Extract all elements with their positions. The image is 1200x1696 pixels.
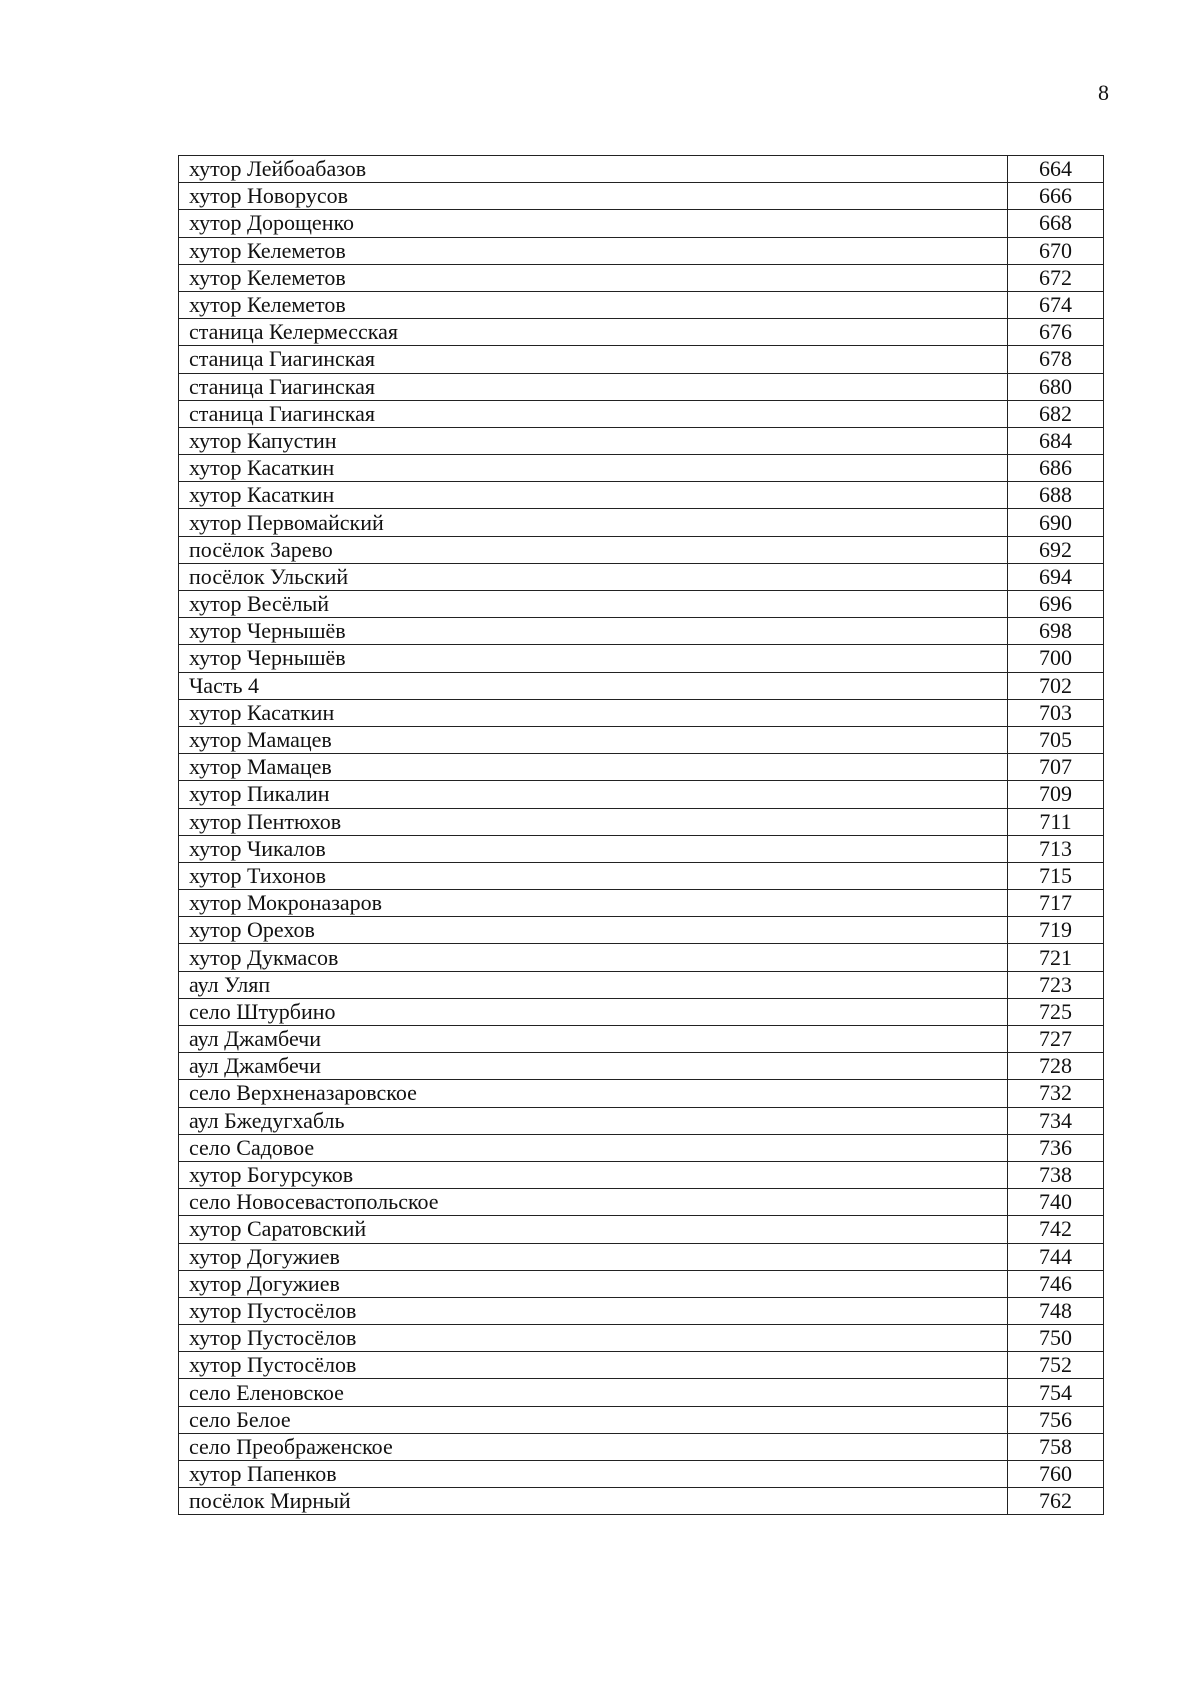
- table-row: [179, 183, 1104, 210]
- page-number-cell: 682: [1008, 400, 1104, 427]
- settlement-name-cell: посёлок Ульский: [179, 563, 1008, 590]
- table-row: [179, 917, 1104, 944]
- table-row: [179, 1107, 1104, 1134]
- settlement-name-cell: хутор Келеметов: [179, 291, 1008, 318]
- page-number-cell: 717: [1008, 890, 1104, 917]
- page-number-cell: 740: [1008, 1189, 1104, 1216]
- table-row: [179, 726, 1104, 753]
- settlement-name-cell: хутор Касаткин: [179, 482, 1008, 509]
- settlement-name-cell: хутор Весёлый: [179, 591, 1008, 618]
- page-number-cell: 707: [1008, 754, 1104, 781]
- table-row: [179, 672, 1104, 699]
- settlement-name-cell: хутор Мокроназаров: [179, 890, 1008, 917]
- table-row: [179, 1325, 1104, 1352]
- settlement-name-cell: хутор Пикалин: [179, 781, 1008, 808]
- table-row: [179, 645, 1104, 672]
- page-number-cell: 725: [1008, 998, 1104, 1025]
- settlement-name-cell: хутор Пустосёлов: [179, 1297, 1008, 1324]
- settlement-name-cell: хутор Догужиев: [179, 1243, 1008, 1270]
- table-row: [179, 862, 1104, 889]
- table-row: [179, 1297, 1104, 1324]
- page-number-cell: 664: [1008, 156, 1104, 183]
- page-number-cell: 705: [1008, 726, 1104, 753]
- settlement-name-cell: хутор Лейбоабазов: [179, 156, 1008, 183]
- table-row: [179, 400, 1104, 427]
- settlement-name-cell: станица Келермесская: [179, 319, 1008, 346]
- table-row: [179, 1379, 1104, 1406]
- settlement-name-cell: село Штурбино: [179, 998, 1008, 1025]
- page-number-cell: 723: [1008, 971, 1104, 998]
- table-row: [179, 1080, 1104, 1107]
- table-row: [179, 808, 1104, 835]
- table-row: [179, 781, 1104, 808]
- settlement-index-table: [178, 155, 1104, 1515]
- table-row: [179, 835, 1104, 862]
- settlement-name-cell: село Верхненазаровское: [179, 1080, 1008, 1107]
- settlement-name-cell: аул Джамбечи: [179, 1026, 1008, 1053]
- settlement-name-cell: Часть 4: [179, 672, 1008, 699]
- table-row: [179, 1026, 1104, 1053]
- page-number-cell: 760: [1008, 1461, 1104, 1488]
- page-number-cell: 703: [1008, 699, 1104, 726]
- table-row: [179, 156, 1104, 183]
- table-row: [179, 754, 1104, 781]
- settlement-name-cell: хутор Пустосёлов: [179, 1352, 1008, 1379]
- settlement-name-cell: хутор Орехов: [179, 917, 1008, 944]
- settlement-name-cell: село Еленовское: [179, 1379, 1008, 1406]
- table-row: [179, 509, 1104, 536]
- page-number-cell: 752: [1008, 1352, 1104, 1379]
- table-row: [179, 1161, 1104, 1188]
- table-row: [179, 1433, 1104, 1460]
- page-number-cell: 744: [1008, 1243, 1104, 1270]
- table-row: [179, 971, 1104, 998]
- page-number-cell: 694: [1008, 563, 1104, 590]
- page-number-cell: 696: [1008, 591, 1104, 618]
- settlement-name-cell: хутор Капустин: [179, 427, 1008, 454]
- settlement-name-cell: хутор Келеметов: [179, 237, 1008, 264]
- settlement-name-cell: хутор Богурсуков: [179, 1161, 1008, 1188]
- page-number-cell: 750: [1008, 1325, 1104, 1352]
- page-number-cell: 711: [1008, 808, 1104, 835]
- page-number-cell: 736: [1008, 1134, 1104, 1161]
- table-row: [179, 1134, 1104, 1161]
- settlement-name-cell: хутор Новорусов: [179, 183, 1008, 210]
- table-row: [179, 1461, 1104, 1488]
- settlement-name-cell: село Преображенское: [179, 1433, 1008, 1460]
- page-number: 8: [1098, 80, 1109, 105]
- page-number-cell: 698: [1008, 618, 1104, 645]
- settlement-name-cell: хутор Чернышёв: [179, 618, 1008, 645]
- page-number-cell: 676: [1008, 319, 1104, 346]
- page-number-cell: 686: [1008, 455, 1104, 482]
- table-row: [179, 455, 1104, 482]
- page-number-cell: 746: [1008, 1270, 1104, 1297]
- page-number-cell: 762: [1008, 1488, 1104, 1515]
- page-number-cell: 668: [1008, 210, 1104, 237]
- table-row: [179, 944, 1104, 971]
- table-row: [179, 618, 1104, 645]
- page-number-cell: 700: [1008, 645, 1104, 672]
- settlement-name-cell: хутор Мамацев: [179, 754, 1008, 781]
- table-row: [179, 482, 1104, 509]
- page-number-cell: 713: [1008, 835, 1104, 862]
- table-row: [179, 536, 1104, 563]
- page-number-cell: 738: [1008, 1161, 1104, 1188]
- settlement-name-cell: хутор Догужиев: [179, 1270, 1008, 1297]
- page-number-cell: 672: [1008, 264, 1104, 291]
- settlement-name-cell: село Белое: [179, 1406, 1008, 1433]
- settlement-name-cell: хутор Чикалов: [179, 835, 1008, 862]
- table-row: [179, 427, 1104, 454]
- page-number-cell: 702: [1008, 672, 1104, 699]
- settlement-name-cell: аул Уляп: [179, 971, 1008, 998]
- settlement-name-cell: село Новосевастопольское: [179, 1189, 1008, 1216]
- settlement-name-cell: хутор Пустосёлов: [179, 1325, 1008, 1352]
- page-number-cell: 728: [1008, 1053, 1104, 1080]
- settlement-name-cell: хутор Папенков: [179, 1461, 1008, 1488]
- page-number-cell: 670: [1008, 237, 1104, 264]
- settlement-name-cell: хутор Саратовский: [179, 1216, 1008, 1243]
- settlement-name-cell: хутор Чернышёв: [179, 645, 1008, 672]
- settlement-name-cell: станица Гиагинская: [179, 346, 1008, 373]
- table-row: [179, 1243, 1104, 1270]
- settlement-name-cell: станица Гиагинская: [179, 400, 1008, 427]
- settlement-name-cell: хутор Тихонов: [179, 862, 1008, 889]
- table-row: [179, 237, 1104, 264]
- page-number-cell: 727: [1008, 1026, 1104, 1053]
- page-number-cell: 756: [1008, 1406, 1104, 1433]
- table-row: [179, 591, 1104, 618]
- table-row: [179, 890, 1104, 917]
- settlement-name-cell: хутор Первомайский: [179, 509, 1008, 536]
- settlement-name-cell: хутор Дукмасов: [179, 944, 1008, 971]
- page-number-cell: 678: [1008, 346, 1104, 373]
- settlement-name-cell: хутор Касаткин: [179, 699, 1008, 726]
- settlement-name-cell: аул Джамбечи: [179, 1053, 1008, 1080]
- page-number-cell: 719: [1008, 917, 1104, 944]
- page-number-cell: 732: [1008, 1080, 1104, 1107]
- page-number-cell: 709: [1008, 781, 1104, 808]
- page-number-cell: 692: [1008, 536, 1104, 563]
- settlement-name-cell: хутор Касаткин: [179, 455, 1008, 482]
- page-number-cell: 666: [1008, 183, 1104, 210]
- page-number-cell: 690: [1008, 509, 1104, 536]
- table-row: [179, 319, 1104, 346]
- page-number-cell: 684: [1008, 427, 1104, 454]
- settlement-name-cell: хутор Келеметов: [179, 264, 1008, 291]
- settlement-name-cell: хутор Пентюхов: [179, 808, 1008, 835]
- settlement-name-cell: посёлок Мирный: [179, 1488, 1008, 1515]
- page-number-cell: 748: [1008, 1297, 1104, 1324]
- table-row: [179, 1216, 1104, 1243]
- table-row: [179, 1406, 1104, 1433]
- table-body: [179, 156, 1104, 1515]
- table-row: [179, 1189, 1104, 1216]
- settlement-name-cell: хутор Мамацев: [179, 726, 1008, 753]
- page-number-cell: 715: [1008, 862, 1104, 889]
- settlement-name-cell: станица Гиагинская: [179, 373, 1008, 400]
- table-row: [179, 998, 1104, 1025]
- table-row: [179, 291, 1104, 318]
- settlement-name-cell: посёлок Зарево: [179, 536, 1008, 563]
- table-row: [179, 210, 1104, 237]
- table-row: [179, 1352, 1104, 1379]
- page-number-cell: 754: [1008, 1379, 1104, 1406]
- table-row: [179, 373, 1104, 400]
- page-number-cell: 721: [1008, 944, 1104, 971]
- table-row: [179, 1270, 1104, 1297]
- table-row: [179, 1488, 1104, 1515]
- page-number-cell: 688: [1008, 482, 1104, 509]
- table-row: [179, 699, 1104, 726]
- page-number-cell: 758: [1008, 1433, 1104, 1460]
- page-number-cell: 674: [1008, 291, 1104, 318]
- table-row: [179, 264, 1104, 291]
- page-number-cell: 680: [1008, 373, 1104, 400]
- table-row: [179, 346, 1104, 373]
- settlement-name-cell: хутор Дорощенко: [179, 210, 1008, 237]
- settlement-name-cell: аул Бжедугхабль: [179, 1107, 1008, 1134]
- settlement-name-cell: село Садовое: [179, 1134, 1008, 1161]
- page-number-cell: 742: [1008, 1216, 1104, 1243]
- table-row: [179, 1053, 1104, 1080]
- table-row: [179, 563, 1104, 590]
- page-number-cell: 734: [1008, 1107, 1104, 1134]
